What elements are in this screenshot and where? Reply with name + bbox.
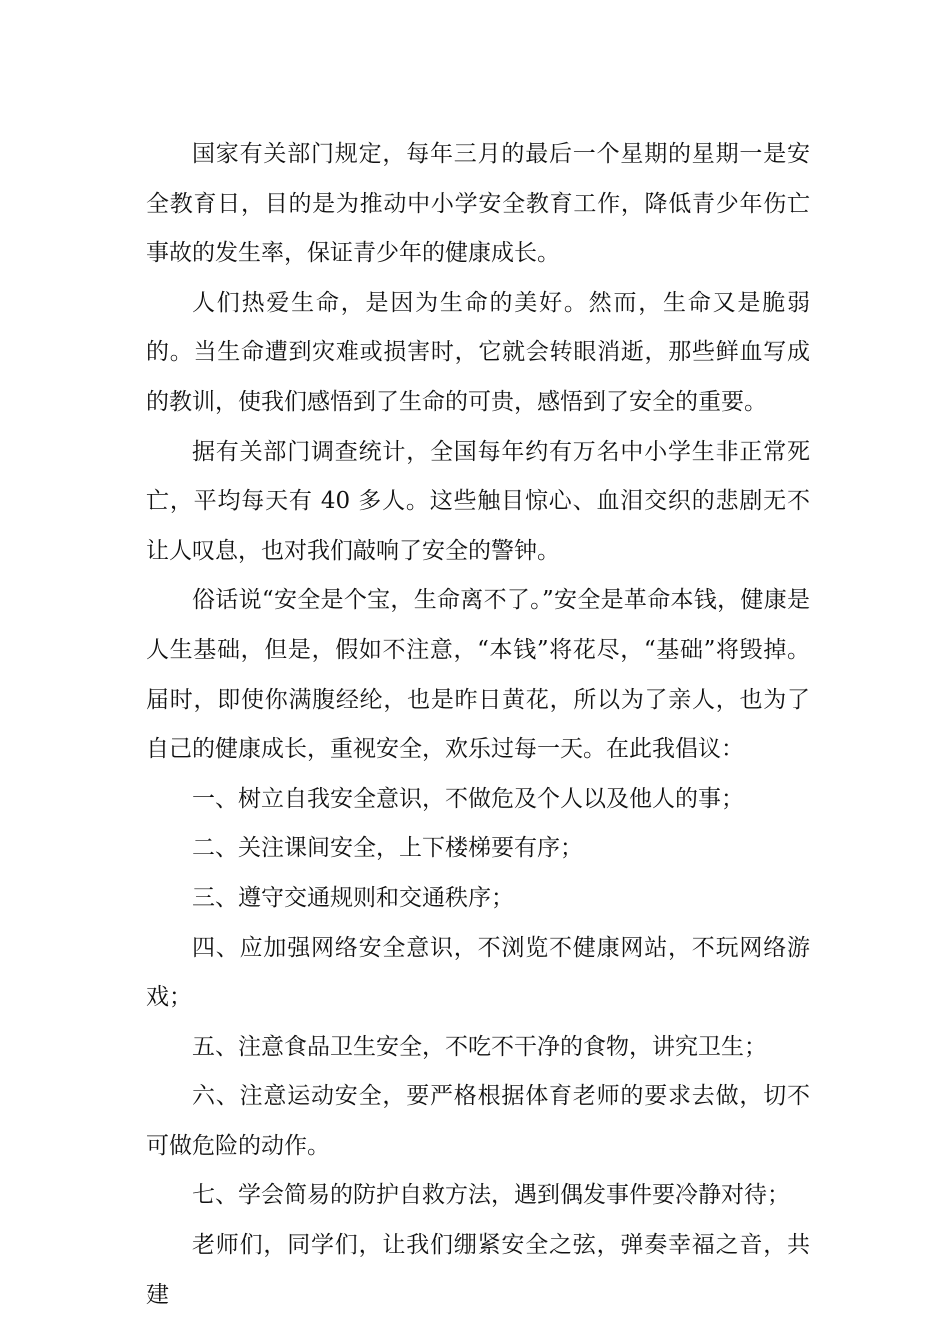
proposal-item-3: 三、遵守交通规则和交通秩序； — [192, 884, 514, 911]
paragraph-love-life: 人们热爱生命，是因为生命的美好。然而，生命又是脆弱的。当生命遭到灾难或损害时，它就会转眼消逝，那些鲜血写成的教训，使我们感悟到了生命的可贵，感悟到了安全的重要。 — [146, 289, 810, 415]
paragraph-safety-day: 国家有关部门规定，每年三月的最后一个星期的星期一是安全教育日，目的是为推动中小学安全教育工作，降低青少年伤亡事故的发生率，保证青少年的健康成长。 — [146, 141, 810, 267]
paragraph-statistics: 据有关部门调查统计，全国每年约有万名中小学生非正常死亡，平均每天有 40 多人。这些触目惊心、血泪交织的悲剧无不让人叹息，也对我们敲响了安全的警钟。 — [146, 438, 810, 564]
proposal-item-2: 二、关注课间安全，上下楼梯要有序； — [192, 835, 583, 862]
proposal-item-7: 七、学会简易的防护自救方法，遇到偶发事件要冷静对待； — [192, 1182, 790, 1209]
paragraph-proverb: 俗话说“安全是个宝，生命离不了。”安全是革命本钱，健康是人生基础，但是，假如不注意，“本钱”将花尽，“基础”将毁掉。届时，即使你满腹经纶，也是昨日黄花，所以为了亲人，也为了自己的健康成长，重视安全，欢乐过每一天。在此我倡议： — [146, 587, 810, 763]
proposal-item-6: 六、注意运动安全，要严格根据体育老师的要求去做，切不可做危险的动作。 — [146, 1083, 810, 1159]
proposal-item-5: 五、注意食品卫生安全，不吃不干净的食物，讲究卫生； — [192, 1033, 767, 1060]
proposal-item-1: 一、树立自我安全意识，不做危及个人以及他人的事； — [192, 785, 744, 812]
paragraph-closing: 老师们，同学们，让我们绷紧安全之弦，弹奏幸福之音，共建 — [146, 1232, 810, 1308]
document-body — [146, 130, 810, 1320]
proposal-item-4: 四、应加强网络安全意识，不浏览不健康网站，不玩网络游戏； — [146, 934, 810, 1011]
